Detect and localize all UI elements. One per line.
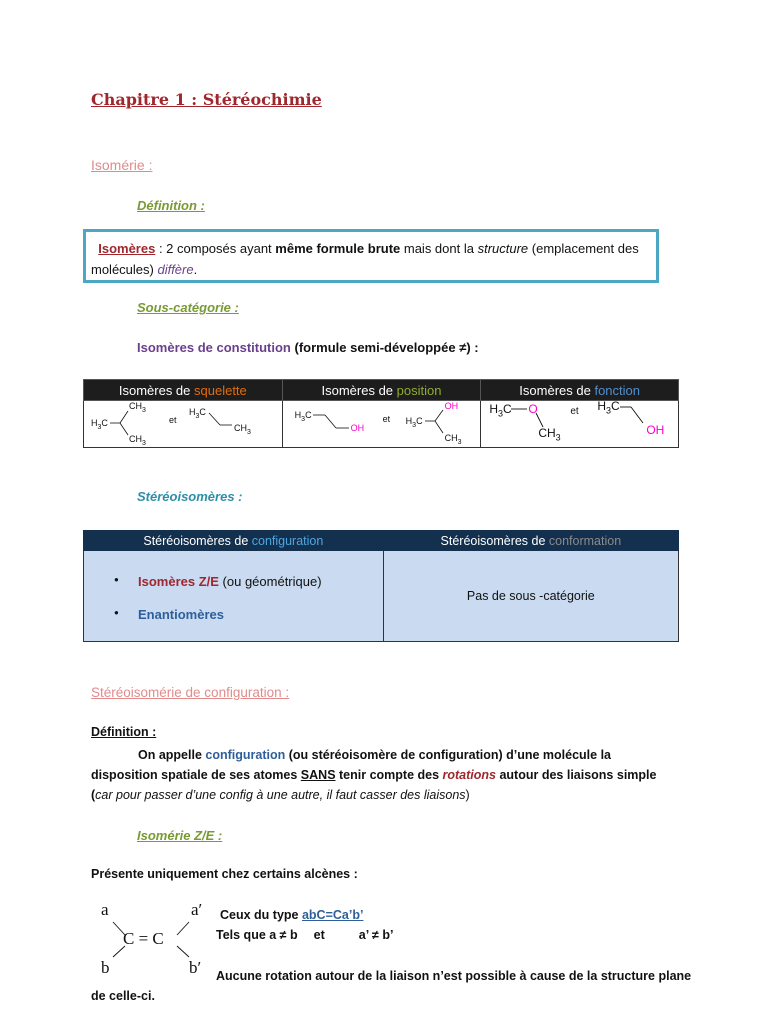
isopropanol-ch3: $CH_3$ — [444, 433, 462, 446]
header-position: Isomères de position — [282, 380, 481, 401]
cell-fonction — [481, 401, 679, 448]
config-heading: Stéréoisomérie de configuration : — [91, 685, 290, 700]
ether-o: O — [528, 402, 538, 416]
config-definition-paragraph: On appelle configuration (ou stéréoisomère de configuration) d’une molécule la disposition spatiale de ses atomes SANS tenir compte des rotations autour des liaisons simple (car pour passer d’une config à une autre, il faut casser des liaisons) — [91, 748, 657, 802]
header-configuration: Stéréoisomères de configuration — [84, 531, 384, 551]
header-conformation: Stéréoisomères de conformation — [383, 531, 678, 551]
squelette-ch3-bottom: $CH_3$ — [129, 434, 146, 447]
header-squelette: Isomères de squelette — [84, 380, 283, 401]
alcenes-text: Présente uniquement chez certains alcènes : — [91, 867, 358, 881]
squelette-bonds — [84, 401, 283, 447]
cell-position — [282, 401, 481, 448]
definition-label: Définition : — [137, 198, 205, 213]
ze-label: Isomérie Z/E : — [137, 828, 223, 843]
tels-line: Tels que a ≠ b et a’ ≠ b’ — [216, 928, 394, 942]
stereo-heading: Stéréoisomères : — [137, 489, 243, 504]
constitution-title: Isomères de constitution — [137, 340, 291, 355]
list-item-enantiomeres: ● Enantiomères — [138, 607, 383, 622]
propanol-h3c: $H_3C$ — [294, 410, 312, 423]
definition-text: Isomères : 2 composés ayant même formule brute mais dont la structure (emplacement des molécules) diffère. — [91, 241, 639, 277]
constitution-note: (formule semi-développée ≠) : — [290, 340, 479, 355]
substituent-b-prime: b′ — [189, 958, 202, 977]
configuration-list — [84, 574, 383, 622]
squelette-ch3-top: $CH_3$ — [129, 401, 146, 414]
ether-ch3: $CH_3$ — [538, 426, 561, 443]
substituent-a: a — [101, 900, 109, 919]
ether-h3c: $H_3C$ — [489, 402, 512, 419]
list-item-ze: ● Isomères Z/E (ou géométrique) — [138, 574, 383, 589]
definition-box — [83, 229, 659, 283]
ethanol-oh: OH — [646, 423, 665, 437]
stereo-table — [83, 530, 679, 642]
rotation-text-end: de celle-ci. — [91, 989, 155, 1003]
constitution-table — [83, 379, 679, 448]
constitution-line — [137, 340, 479, 355]
header-fonction: Isomères de fonction — [481, 380, 679, 401]
butane-h3c: $H_3C$ — [189, 407, 206, 420]
sous-categorie-label: Sous-catégorie : — [137, 300, 239, 315]
et-label: et — [382, 414, 391, 424]
isopropanol-h3c: $H_3C$ — [405, 416, 423, 429]
type-line: Ceux du type abC=Ca’b’ — [220, 908, 364, 922]
isopropanol-oh: OH — [444, 401, 459, 411]
cell-conformation: Pas de sous -catégorie — [383, 551, 678, 642]
cell-squelette — [84, 401, 283, 448]
substituent-b: b — [101, 958, 110, 977]
et-label: et — [169, 415, 177, 425]
squelette-h3c: $H_3C$ — [91, 418, 108, 431]
section-isomerie-heading: Isomérie : — [91, 157, 153, 173]
cell-configuration — [84, 551, 384, 642]
isomeres-term: Isomères — [98, 241, 156, 256]
ethanol-h3c: $H_3C$ — [597, 399, 620, 416]
page-title: Chapitre 1 : Stéréochimie — [91, 90, 322, 109]
propanol-oh: OH — [350, 423, 365, 433]
double-bond-cc: C = C — [123, 929, 164, 948]
et-label: et — [570, 406, 579, 417]
type-formula: abC=Ca’b’ — [301, 908, 364, 922]
ze-diagram — [91, 898, 216, 982]
rotation-text: Aucune rotation autour de la liaison n’est possible à cause de la structure plane — [216, 969, 692, 983]
butane-ch3: $CH_3$ — [234, 423, 251, 436]
substituent-a-prime: a′ — [191, 900, 203, 919]
config-definition-label: Définition : — [91, 725, 157, 739]
